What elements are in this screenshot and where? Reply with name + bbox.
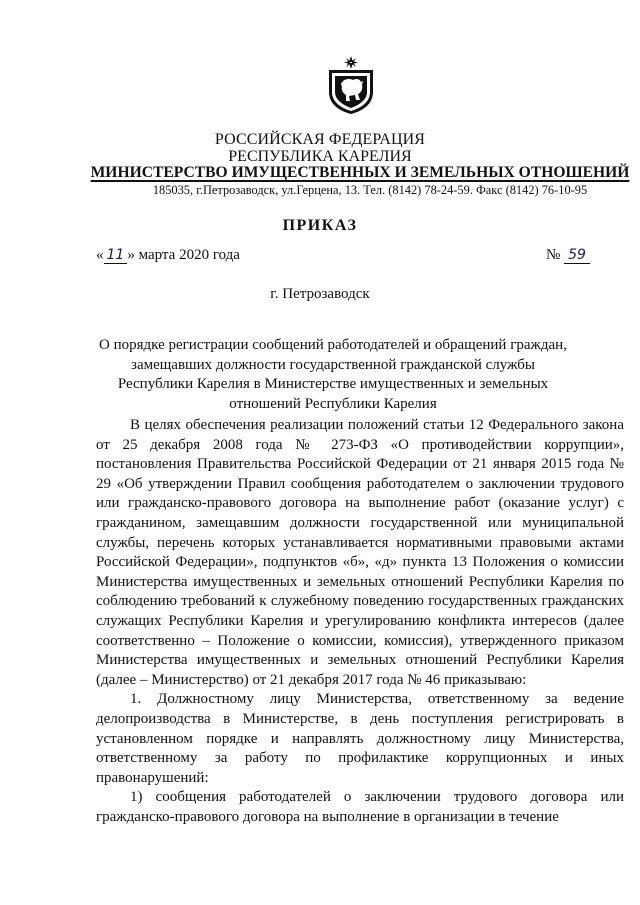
- order-date: [96, 247, 240, 264]
- republic-name: РЕСПУБЛИКА КАРЕЛИЯ: [228, 148, 412, 165]
- date-month-year: » марта 2020 года: [127, 247, 240, 263]
- date-open-quote: «: [96, 247, 104, 263]
- order-city: г. Петрозаводск: [270, 286, 370, 302]
- karelia-coat-of-arms-icon: [327, 56, 375, 114]
- preamble-paragraph: В целях обеспечения реализации положений статьи 12 Федерального закона от 25 декабря 2008 года № 273-ФЗ «О противодействии коррупции», постановления Правительства Российской Федерации от 21 января 2015 года № 29 «Об утверждении Правил сообщения работодателем о заключении трудового или гражданско-правового договора на выполнение работ (оказание услуг) с гражданином, замещавшим должности государственной или муниципальной службы, перечень которых устанавливается нормативными правовыми актами Российской Федерации», подпунктов «б», «д» пункта 13 Положения о комиссии Министерства имущественных и земельных отношений Республики Карелия по соблюдению требований к служебному поведению государственных гражданских служащих Республики Карелия и урегулированию конфликта интересов (далее соответственно – Положение о комиссии, комиссия), утвержденного приказом Министерства имущественных и земельных отношений Республики Карелия (далее – Министерство) от 21 декабря 2017 года № 46 приказываю:: [96, 417, 624, 688]
- order-body: [96, 416, 624, 827]
- date-day-handwritten: 11: [104, 247, 128, 264]
- number-sign: №: [546, 247, 561, 263]
- ministry-name: МИНИСТЕРСТВО ИМУЩЕСТВЕННЫХ И ЗЕМЕЛЬНЫХ ОТНОШЕНИЙ: [90, 164, 630, 181]
- ministry-address: 185035, г.Петрозаводск, ул.Герцена, 13. Тел. (8142) 78-24-59. Факс (8142) 76-10-95: [152, 183, 588, 197]
- document-title: ПРИКАЗ: [282, 217, 358, 234]
- number-value-handwritten: 59: [564, 247, 590, 264]
- order-subject: О порядке регистрации сообщений работодателей и обращений граждан, замещавших должности государственной гражданской службы Республики Карелия в Министерстве имущественных и земельных отношений Республики Карелия: [99, 337, 567, 412]
- item-1-1-paragraph: 1) сообщения работодателей о заключении трудового договора или гражданско-правового договора на выполнение в организации в течение: [96, 789, 624, 825]
- order-number: [546, 247, 590, 264]
- item-1-paragraph: 1. Должностному лицу Министерства, ответственному за ведение делопроизводства в Министерстве, в день поступления регистрировать в установленном порядке и направлять должностному лицу Министерства, ответственному за работу по профилактике коррупционных и иных правонарушений:: [96, 691, 624, 786]
- country-name: РОССИЙСКАЯ ФЕДЕРАЦИЯ: [214, 131, 426, 148]
